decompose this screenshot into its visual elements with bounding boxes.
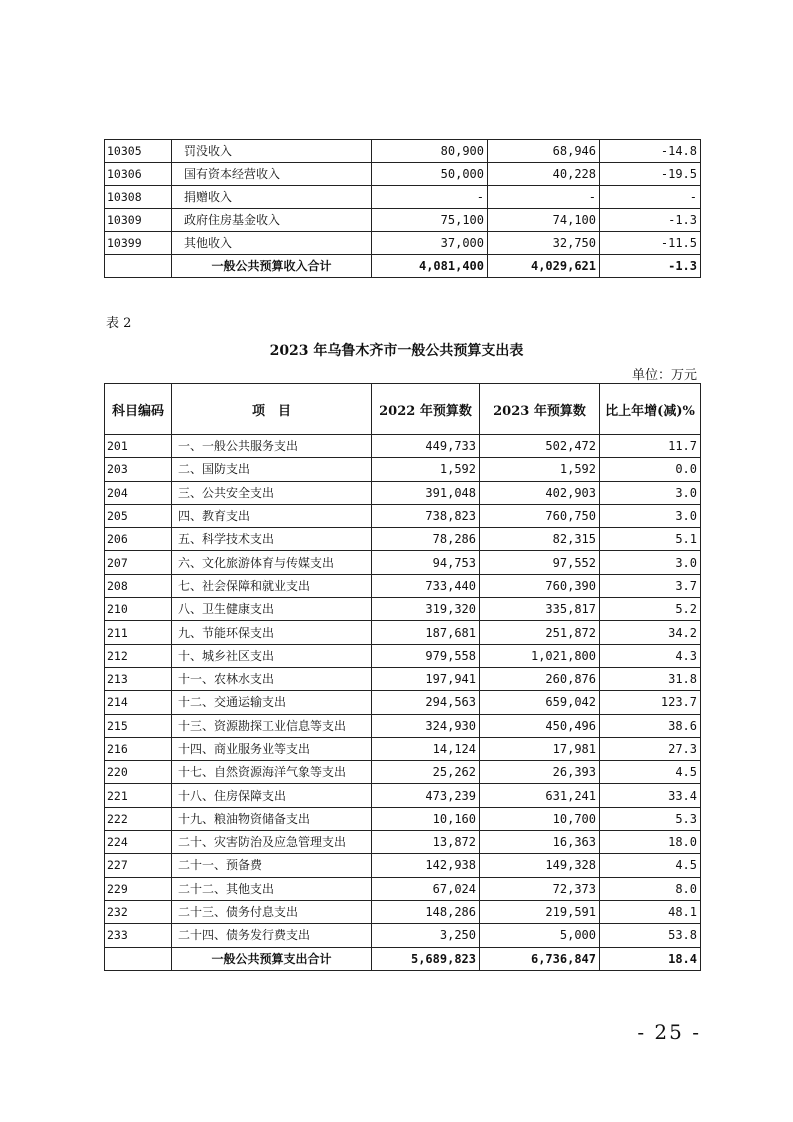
row-code: 232: [105, 900, 172, 923]
row-2023: 82,315: [480, 528, 600, 551]
total-2023: 4,029,621: [488, 255, 600, 278]
revenue-table: [104, 139, 701, 278]
table-row: [105, 163, 701, 186]
row-name: 十三、资源勘探工业信息等支出: [172, 714, 372, 737]
table-row: [105, 574, 701, 597]
table-row: [105, 504, 701, 527]
row-name: 九、节能环保支出: [172, 621, 372, 644]
row-2022: 148,286: [372, 900, 480, 923]
row-change: 18.0: [600, 831, 701, 854]
total-2022: 5,689,823: [372, 947, 480, 970]
table-row: [105, 481, 701, 504]
row-2023: 502,472: [480, 435, 600, 458]
total-2023: 6,736,847: [480, 947, 600, 970]
row-name: 二十一、预备费: [172, 854, 372, 877]
row-change: 0.0: [600, 458, 701, 481]
row-2022: 294,563: [372, 691, 480, 714]
row-change: -: [600, 186, 701, 209]
table-row: [105, 458, 701, 481]
row-2022: 142,938: [372, 854, 480, 877]
row-code: 233: [105, 924, 172, 947]
row-2022: 94,753: [372, 551, 480, 574]
table-row: [105, 140, 701, 163]
table-row: [105, 232, 701, 255]
table-row: [105, 551, 701, 574]
row-2023: 68,946: [488, 140, 600, 163]
table-row: [105, 877, 701, 900]
row-2023: 97,552: [480, 551, 600, 574]
row-2023: 760,390: [480, 574, 600, 597]
row-code: 204: [105, 481, 172, 504]
row-name: 二、国防支出: [172, 458, 372, 481]
row-2023: 74,100: [488, 209, 600, 232]
expenditure-total-row: [105, 947, 701, 970]
row-name: 二十二、其他支出: [172, 877, 372, 900]
row-2023: 450,496: [480, 714, 600, 737]
row-2022: 3,250: [372, 924, 480, 947]
row-code: 216: [105, 737, 172, 760]
row-2023: 26,393: [480, 761, 600, 784]
row-name: 国有资本经营收入: [172, 163, 372, 186]
table-row: [105, 714, 701, 737]
row-code: 211: [105, 621, 172, 644]
header-2023: 2023 年预算数: [480, 384, 600, 435]
row-name: 六、文化旅游体育与传媒支出: [172, 551, 372, 574]
row-2023: 402,903: [480, 481, 600, 504]
table-row: [105, 667, 701, 690]
row-code: 215: [105, 714, 172, 737]
row-name: 十八、住房保障支出: [172, 784, 372, 807]
table-row: [105, 924, 701, 947]
row-code: 229: [105, 877, 172, 900]
row-2022: 67,024: [372, 877, 480, 900]
row-code: 212: [105, 644, 172, 667]
total-2022: 4,081,400: [372, 255, 488, 278]
row-2022: 979,558: [372, 644, 480, 667]
table-row: [105, 621, 701, 644]
row-code: 203: [105, 458, 172, 481]
row-change: 38.6: [600, 714, 701, 737]
row-code: 205: [105, 504, 172, 527]
row-2023: 17,981: [480, 737, 600, 760]
row-2022: 391,048: [372, 481, 480, 504]
row-name: 十二、交通运输支出: [172, 691, 372, 714]
row-2023: 32,750: [488, 232, 600, 255]
table-row: [105, 209, 701, 232]
row-change: 4.3: [600, 644, 701, 667]
row-change: 123.7: [600, 691, 701, 714]
row-2022: 449,733: [372, 435, 480, 458]
row-2023: 40,228: [488, 163, 600, 186]
total-change: 18.4: [600, 947, 701, 970]
row-change: 34.2: [600, 621, 701, 644]
row-change: 4.5: [600, 854, 701, 877]
row-name: 五、科学技术支出: [172, 528, 372, 551]
row-change: 27.3: [600, 737, 701, 760]
row-name: 十四、商业服务业等支出: [172, 737, 372, 760]
row-change: 33.4: [600, 784, 701, 807]
table-row: [105, 644, 701, 667]
row-2023: -: [488, 186, 600, 209]
row-change: -14.8: [600, 140, 701, 163]
row-code: 208: [105, 574, 172, 597]
row-change: 3.0: [600, 481, 701, 504]
row-2023: 149,328: [480, 854, 600, 877]
row-code: 10308: [105, 186, 172, 209]
row-change: 3.0: [600, 551, 701, 574]
row-change: 11.7: [600, 435, 701, 458]
row-2022: 738,823: [372, 504, 480, 527]
row-change: 48.1: [600, 900, 701, 923]
row-2023: 335,817: [480, 598, 600, 621]
row-name: 二十三、债务付息支出: [172, 900, 372, 923]
row-2023: 16,363: [480, 831, 600, 854]
row-name: 七、社会保障和就业支出: [172, 574, 372, 597]
row-name: 其他收入: [172, 232, 372, 255]
row-2023: 631,241: [480, 784, 600, 807]
row-2022: 50,000: [372, 163, 488, 186]
row-name: 八、卫生健康支出: [172, 598, 372, 621]
row-code: 10306: [105, 163, 172, 186]
row-2022: 25,262: [372, 761, 480, 784]
table-row: [105, 186, 701, 209]
row-name: 政府住房基金收入: [172, 209, 372, 232]
row-name: 二十四、债务发行费支出: [172, 924, 372, 947]
row-2022: 75,100: [372, 209, 488, 232]
row-code: 201: [105, 435, 172, 458]
row-name: 罚没收入: [172, 140, 372, 163]
total-change: -1.3: [600, 255, 701, 278]
row-2023: 760,750: [480, 504, 600, 527]
row-code: 206: [105, 528, 172, 551]
row-2022: 14,124: [372, 737, 480, 760]
row-code: 10305: [105, 140, 172, 163]
table-row: [105, 691, 701, 714]
row-2022: 319,320: [372, 598, 480, 621]
row-change: 4.5: [600, 761, 701, 784]
row-name: 十、城乡社区支出: [172, 644, 372, 667]
table-row: [105, 528, 701, 551]
row-2023: 5,000: [480, 924, 600, 947]
row-code: 10309: [105, 209, 172, 232]
row-2022: 733,440: [372, 574, 480, 597]
row-name: 二十、灾害防治及应急管理支出: [172, 831, 372, 854]
row-2023: 72,373: [480, 877, 600, 900]
row-2023: 10,700: [480, 807, 600, 830]
row-2022: 78,286: [372, 528, 480, 551]
row-2022: 187,681: [372, 621, 480, 644]
expenditure-table-body: [105, 435, 701, 948]
table-row: [105, 435, 701, 458]
row-2022: 197,941: [372, 667, 480, 690]
expenditure-table-header: [105, 384, 701, 435]
table-row: [105, 831, 701, 854]
table-row: [105, 900, 701, 923]
row-2022: -: [372, 186, 488, 209]
row-2022: 10,160: [372, 807, 480, 830]
row-name: 十一、农林水支出: [172, 667, 372, 690]
row-2022: 1,592: [372, 458, 480, 481]
row-change: 5.1: [600, 528, 701, 551]
row-2023: 219,591: [480, 900, 600, 923]
row-name: 四、教育支出: [172, 504, 372, 527]
table-row: [105, 784, 701, 807]
row-code: 224: [105, 831, 172, 854]
row-code: 210: [105, 598, 172, 621]
table-row: [105, 807, 701, 830]
total-code-cell: [105, 255, 172, 278]
row-change: 53.8: [600, 924, 701, 947]
row-name: 三、公共安全支出: [172, 481, 372, 504]
table-row: [105, 598, 701, 621]
row-2023: 1,592: [480, 458, 600, 481]
table-row: [105, 854, 701, 877]
header-code: 科目编码: [105, 384, 172, 435]
row-change: 3.7: [600, 574, 701, 597]
row-2023: 251,872: [480, 621, 600, 644]
revenue-table-body: [105, 140, 701, 255]
row-2023: 1,021,800: [480, 644, 600, 667]
row-change: 3.0: [600, 504, 701, 527]
row-2022: 324,930: [372, 714, 480, 737]
header-name: 项 目: [172, 384, 372, 435]
row-code: 221: [105, 784, 172, 807]
row-2023: 260,876: [480, 667, 600, 690]
row-code: 10399: [105, 232, 172, 255]
row-2022: 37,000: [372, 232, 488, 255]
row-change: -19.5: [600, 163, 701, 186]
row-change: -1.3: [600, 209, 701, 232]
row-name: 十九、粮油物资储备支出: [172, 807, 372, 830]
unit-label: 单位：万元: [631, 368, 697, 383]
header-2022: 2022 年预算数: [372, 384, 480, 435]
row-code: 207: [105, 551, 172, 574]
row-2022: 473,239: [372, 784, 480, 807]
row-code: 222: [105, 807, 172, 830]
row-2022: 80,900: [372, 140, 488, 163]
row-2022: 13,872: [372, 831, 480, 854]
total-label: 一般公共预算支出合计: [172, 947, 372, 970]
total-code-cell: [105, 947, 172, 970]
row-code: 227: [105, 854, 172, 877]
row-code: 213: [105, 667, 172, 690]
row-2023: 659,042: [480, 691, 600, 714]
row-change: 8.0: [600, 877, 701, 900]
row-name: 捐赠收入: [172, 186, 372, 209]
row-name: 一、一般公共服务支出: [172, 435, 372, 458]
row-change: 5.2: [600, 598, 701, 621]
row-change: -11.5: [600, 232, 701, 255]
table-row: [105, 737, 701, 760]
expenditure-table: [104, 383, 701, 971]
header-change: 比上年增(减)%: [600, 384, 701, 435]
row-change: 31.8: [600, 667, 701, 690]
row-name: 十七、自然资源海洋气象等支出: [172, 761, 372, 784]
row-code: 220: [105, 761, 172, 784]
table-row: [105, 761, 701, 784]
page-number: - 25 -: [637, 1020, 701, 1044]
row-code: 214: [105, 691, 172, 714]
total-label: 一般公共预算收入合计: [172, 255, 372, 278]
table-label: 表 2: [106, 316, 132, 331]
table-title: 2023 年乌鲁木齐市一般公共预算支出表: [269, 343, 524, 359]
revenue-total-row: [105, 255, 701, 278]
row-change: 5.3: [600, 807, 701, 830]
